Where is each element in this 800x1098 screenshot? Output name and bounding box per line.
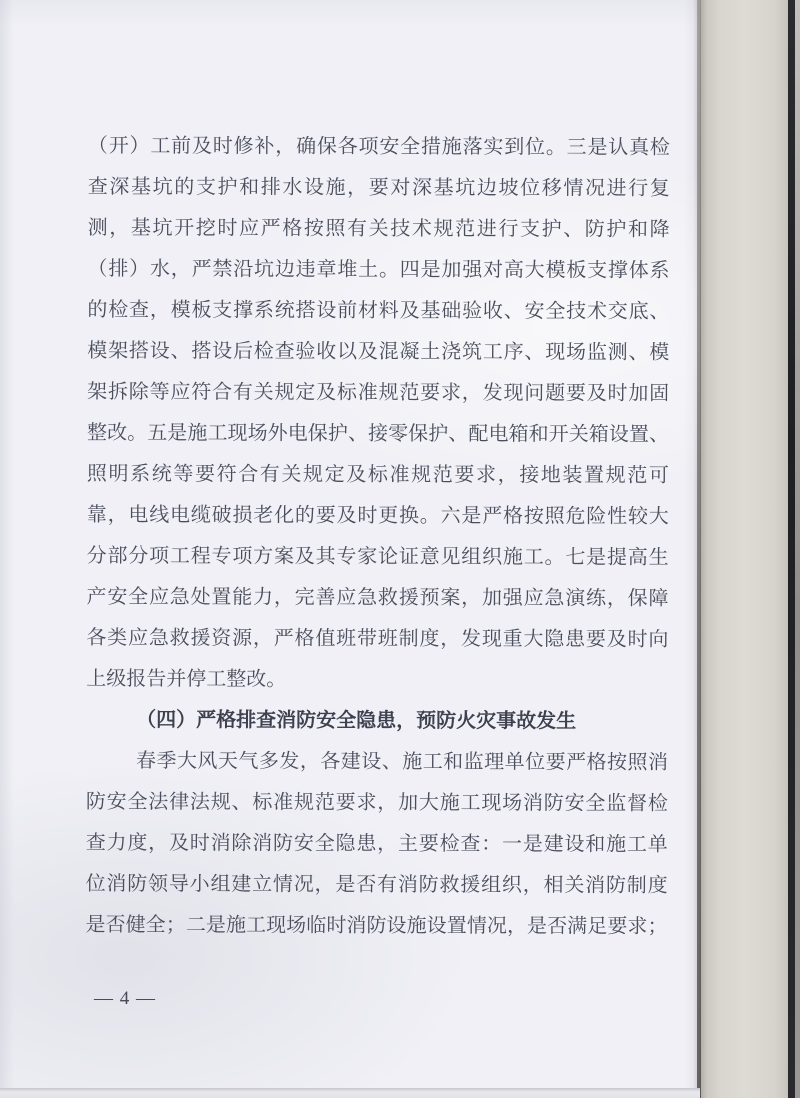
page-edge-crease	[697, 0, 701, 1098]
page-number: — 4 —	[94, 988, 156, 1009]
text-line: 的检查，模板支撑系统搭设前材料及基础验收、安全技术交底、	[87, 298, 670, 323]
paper-bottom-edge	[0, 1088, 700, 1098]
text-line: 测，基坑开挖时应严格按照有关技术规范进行支护、防护和降	[87, 216, 670, 241]
text-line: 位消防领导小组建立情况，是否有消防救援组织，相关消防制度	[85, 872, 668, 897]
scan-edge-dark-line	[788, 0, 795, 1098]
section-heading: （四）严格排查消防安全隐患，预防火灾事故发生	[136, 709, 577, 733]
paragraph-start-line: 春季大风天气多发，各建设、施工和监理单位要严格按照消	[135, 750, 669, 774]
text-line: 查力度，及时消除消防安全隐患，主要检查：一是建设和施工单	[85, 831, 668, 856]
text-line: 产安全应急处置能力，完善应急救援预案，加强应急演练，保障	[86, 585, 669, 610]
paragraph-end-line: 上级报告并停工整改。	[86, 667, 287, 691]
text-line: 查深基坑的支护和排水设施，要对深基坑边坡位移情况进行复	[87, 175, 670, 200]
text-line: 分部分项工程专项方案及其专家论证意见组织施工。七是提高生	[86, 544, 669, 569]
document-body	[85, 126, 670, 948]
text-line: （排）水，严禁沿坑边违章堆土。四是加强对高大模板支撑体系	[87, 257, 670, 282]
text-line: 照明系统等要符合有关规定及标准规范要求，接地装置规范可	[86, 462, 669, 487]
text-line: 各类应急救援资源，严格值班带班制度，发现重大隐患要及时向	[86, 626, 669, 651]
text-line: 靠，电线电缆破损老化的要及时更换。六是严格按照危险性较大	[86, 503, 669, 528]
text-line: 模架搭设、搭设后检查验收以及混凝土浇筑工序、现场监测、模	[87, 339, 670, 364]
scan-edge-right-sliver	[795, 0, 800, 1098]
scan-background-band	[700, 0, 800, 1098]
text-line: 是否健全；二是施工现场临时消防设施设置情况，是否满足要求；	[85, 913, 668, 938]
text-line: （开）工前及时修补，确保各项安全措施落实到位。三是认真检	[87, 134, 670, 159]
text-line: 整改。五是施工现场外电保护、接零保护、配电箱和开关箱设置、	[87, 421, 670, 446]
text-line: 防安全法律法规、标准规范要求，加大施工现场消防安全监督检	[85, 790, 668, 815]
text-line: 架拆除等应符合有关规定及标准规范要求，发现问题要及时加固	[87, 380, 670, 405]
